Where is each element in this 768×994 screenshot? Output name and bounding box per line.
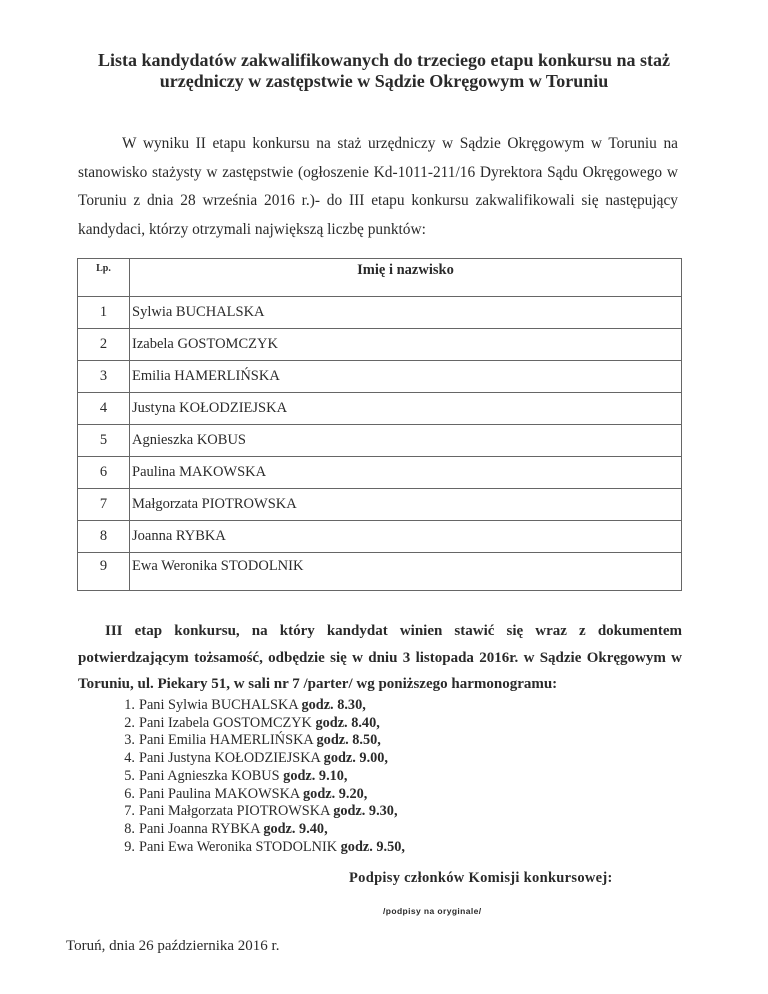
title-line-1: Lista kandydatów zakwalifikowanych do trzeciego etapu konkursu na staż: [97, 50, 671, 70]
table-row: [78, 361, 682, 393]
list-item: [105, 697, 405, 715]
row-lp: 7: [78, 489, 130, 521]
schedule-number: 3.: [124, 732, 135, 749]
candidates-table: [77, 258, 682, 591]
table-row: [78, 297, 682, 329]
row-lp: 9: [78, 553, 130, 591]
table-row: [78, 521, 682, 553]
row-name: Ewa Weronika STODOLNIK: [130, 553, 682, 591]
schedule-number: 4.: [124, 750, 135, 767]
list-item: [105, 821, 405, 839]
place-date: Toruń, dnia 26 października 2016 r.: [66, 938, 280, 954]
row-lp: 3: [78, 361, 130, 393]
schedule-name: Pani Małgorzata PIOTROWSKA: [139, 803, 330, 820]
list-item: [105, 803, 405, 821]
row-lp: 8: [78, 521, 130, 553]
stage-paragraph: [78, 618, 682, 698]
schedule-time: godz. 9.00,: [323, 750, 389, 767]
schedule-time: godz. 8.40,: [315, 714, 380, 731]
stage-rest: potwierdzającym tożsamość, odbędzie się w dniu 3 listopada 2016r. w Sądzie Okręgowym w Toruniu, ul. Piekary 51, w sali nr 7 /parter/ wg poniższego harmonogramu:: [78, 649, 682, 692]
schedule-name: Pani Justyna KOŁODZIEJSKA: [139, 750, 321, 767]
row-name: Justyna KOŁODZIEJSKA: [130, 393, 682, 425]
row-name: Agnieszka KOBUS: [130, 425, 682, 457]
schedule-time: godz. 9.50,: [340, 838, 405, 855]
schedule-name: Pani Joanna RYBKA: [139, 820, 260, 837]
title-line-2: urzędniczy w zastępstwie w Sądzie Okręgowym w Toruniu: [159, 71, 609, 91]
schedule-number: 5.: [124, 767, 135, 784]
list-item: [105, 750, 405, 768]
list-item: [105, 715, 405, 733]
row-lp: 2: [78, 329, 130, 361]
header-name: Imię i nazwisko: [130, 259, 682, 297]
schedule-number: 7.: [124, 803, 135, 820]
table-row: [78, 553, 682, 591]
schedule-name: Pani Emilia HAMERLIŃSKA: [139, 732, 313, 749]
list-item: [105, 786, 405, 804]
header-lp: Lp.: [78, 259, 130, 297]
document-title: [60, 50, 708, 92]
schedule-list: [105, 697, 405, 856]
schedule-number: 9.: [124, 838, 135, 855]
intro-text: W wyniku II etapu konkursu na staż urzędniczy w Sądzie Okręgowym w Toruniu na stanowisko stażysty w zastępstwie (ogłoszenie Kd-1011-211/16 Dyrektora Sądu Okręgowego w Toruniu z dnia 28 września 2016 r.)- do III etapu konkursu zakwalifikowali się następujący kandydaci, którzy otrzymali największą liczbę punktów:: [78, 135, 678, 238]
schedule-time: godz. 9.40,: [263, 820, 328, 837]
row-name: Paulina MAKOWSKA: [130, 457, 682, 489]
list-item: [105, 732, 405, 750]
candidates-table-body: [78, 297, 682, 591]
schedule-number: 1.: [124, 697, 135, 713]
schedule-name: Pani Agnieszka KOBUS: [139, 767, 280, 784]
table-row: [78, 393, 682, 425]
row-name: Sylwia BUCHALSKA: [130, 297, 682, 329]
table-header-row: [78, 259, 682, 297]
schedule-time: godz. 8.30,: [301, 697, 366, 713]
row-lp: 4: [78, 393, 130, 425]
row-name: Emilia HAMERLIŃSKA: [130, 361, 682, 393]
row-lp: 5: [78, 425, 130, 457]
schedule-number: 8.: [124, 820, 135, 837]
table-row: [78, 489, 682, 521]
schedule-time: godz. 9.20,: [303, 785, 368, 802]
schedule-name: Pani Izabela GOSTOMCZYK: [139, 714, 312, 731]
row-name: Małgorzata PIOTROWSKA: [130, 489, 682, 521]
schedule-name: Pani Paulina MAKOWSKA: [139, 785, 300, 802]
schedule-time: godz. 8.50,: [316, 732, 381, 749]
list-item: [105, 768, 405, 786]
row-name: Joanna RYBKA: [130, 521, 682, 553]
stage-first-line: III etap konkursu, na który kandydat winien stawić się wraz z dokumentem: [105, 623, 682, 639]
row-name: Izabela GOSTOMCZYK: [130, 329, 682, 361]
table-row: [78, 329, 682, 361]
schedule-time: godz. 9.10,: [283, 767, 348, 784]
list-item: [105, 839, 405, 857]
schedule-name: Pani Ewa Weronika STODOLNIK: [139, 838, 338, 855]
schedule-number: 6.: [124, 785, 135, 802]
schedule-name: Pani Sylwia BUCHALSKA: [139, 697, 298, 713]
table-row: [78, 457, 682, 489]
row-lp: 1: [78, 297, 130, 329]
schedule-time: godz. 9.30,: [333, 803, 398, 820]
signatures-title: Podpisy członków Komisji konkursowej:: [349, 870, 613, 886]
intro-paragraph: [78, 130, 678, 244]
table-row: [78, 425, 682, 457]
signatures-note: /podpisy na oryginale/: [383, 906, 482, 916]
schedule-number: 2.: [124, 714, 135, 731]
row-lp: 6: [78, 457, 130, 489]
